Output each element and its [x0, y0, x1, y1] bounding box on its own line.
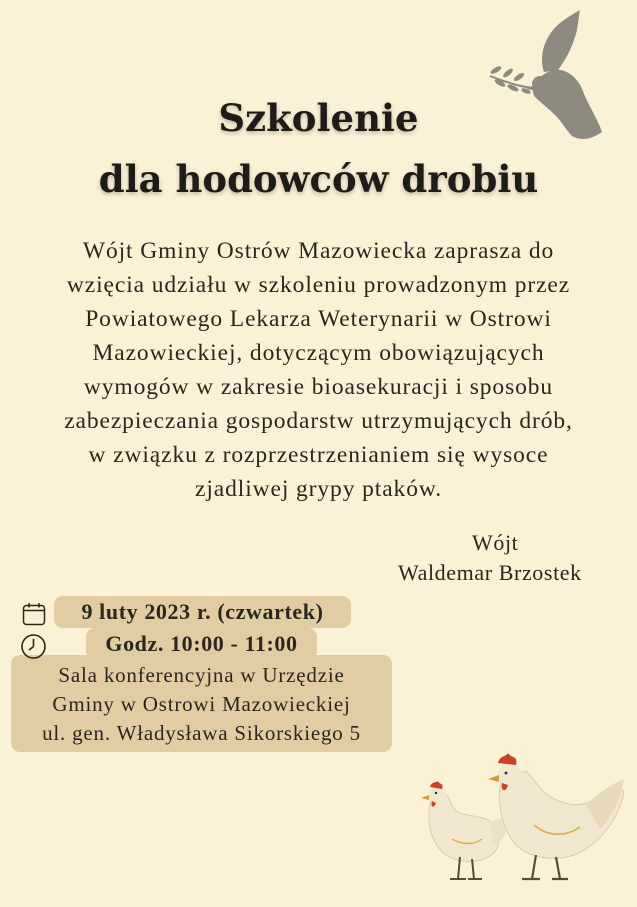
- invitation-line: Powiatowego Lekarza Weterynarii w Ostrowi: [85, 306, 552, 332]
- invitation-line: w związku z rozprzestrzenianiem się wysoce: [88, 442, 549, 468]
- signature-role: Wójt: [472, 530, 519, 555]
- invitation-line: zabezpieczania gospodarstw utrzymujących drób,: [64, 408, 573, 434]
- clock-icon: [20, 633, 47, 660]
- event-location-line: Gminy w Ostrowi Mazowieckiej: [52, 692, 351, 716]
- invitation-line: zjadliwej grypy ptaków.: [195, 476, 442, 502]
- page-title-line1: Szkolenie: [218, 96, 419, 140]
- event-date: 9 luty 2023 r. (czwartek): [81, 599, 324, 624]
- signature-name: Waldemar Brzostek: [398, 560, 582, 585]
- event-location-line: ul. gen. Władysława Sikorskiego 5: [42, 721, 361, 745]
- page-title-line2: dla hodowców drobiu: [98, 157, 539, 201]
- event-time: Godz. 10:00 - 11:00: [105, 631, 298, 656]
- calendar-icon: [22, 602, 46, 626]
- event-location-line: Sala konferencyjna w Urzędzie: [58, 663, 345, 687]
- invitation-text: [0, 234, 637, 506]
- invitation-line: wzięcia udziału w szkoleniu prowadzonym przez: [66, 272, 571, 298]
- hens-illustration: [416, 745, 628, 887]
- invitation-line: Mazowieckiej, dotyczącym obowiązujących: [92, 340, 545, 366]
- invitation-line: Wójt Gminy Ostrów Mazowiecka zaprasza do: [82, 238, 555, 264]
- invitation-line: wymogów w zakresie bioasekuracji i sposobu: [83, 374, 554, 400]
